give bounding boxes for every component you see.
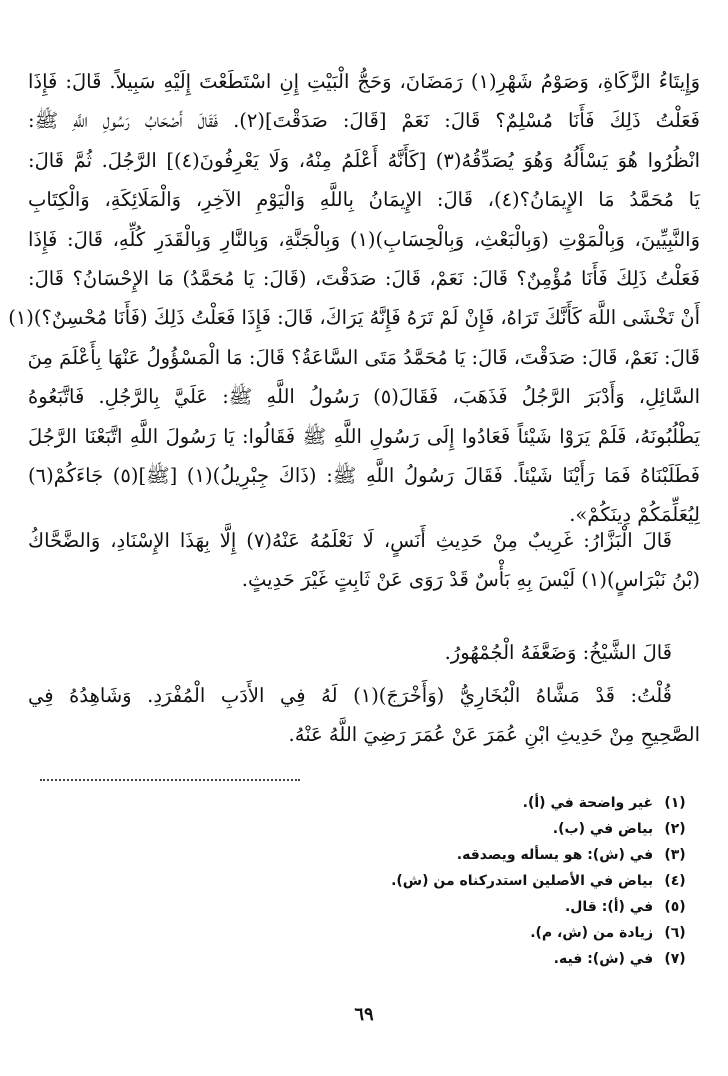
paragraph-qultu (28, 676, 700, 755)
text-line: فَطَلَبْنَاهُ فَمَا رَأَيْنَا شَيْئاً. فَقَالَ رَسُولُ اللَّهِ ﷺ: (ذَاكَ جِبْرِيلُ)(١) [ﷺ](٥) جَاءَكُمْ(٦) (28, 463, 700, 487)
footnote (52, 790, 692, 816)
text-line: يَا مُحَمَّدُ مَا الإِيمَانُ؟(٤)، قَالَ: الإِيمَانُ بِاللَّهِ وَالْيَوْمِ الآخِرِ، وَالْمَلَائِكَةِ، وَالْكِتَابِ (28, 188, 700, 212)
text-line: فَعَلْتُ ذَلِكَ فَأَنَا مُسْلِمٌ؟ قَالَ: نَعَمْ [قَالَ: صَدَقْتَ](٢). فَقَالَ أَصْحَابُ رَسُولِ اللَّهِ ﷺ: (28, 109, 700, 133)
footnote (52, 946, 692, 972)
footnote-number: (١) (664, 795, 686, 811)
paragraph-bazzar (28, 521, 700, 600)
footnote-number: (٢) (664, 821, 686, 837)
footnote-number: (٦) (664, 925, 686, 941)
text-line: قُلْتُ: قَدْ مَشَّاهُ الْبُخَارِيُّ (وَأَخْرَجَ)(١) لَهُ فِي الأَدَبِ الْمُفْرَدِ. وَشَاهِدُهُ فِي (28, 684, 673, 707)
footnote (52, 816, 692, 842)
footnote-number: (٥) (664, 899, 686, 915)
page-number: ٦٩ (354, 1004, 374, 1025)
hadith-text (8, 62, 700, 535)
text-line: وَإِيتَاءُ الزَّكَاةِ، وَصَوْمُ شَهْرِ(١) رَمَضَانَ، وَحَجُّ الْبَيْتِ إِنِ اسْتَطَعْتَ إِلَيْهِ سَبِيلاً. قَالَ: فَإِذَا (28, 70, 700, 93)
footnote-text: في (أ): قال. (564, 899, 654, 915)
text-line: وَالنَّبِيِّينَ، وَبِالْمَوْتِ (وَبِالْبَعْثِ، وَبِالْحِسَابِ)(١) وَبِالْجَنَّةِ، وَبِالنَّارِ وَبِالْقَدَرِ كُلِّهِ، قَالَ: فَإِذَا (28, 227, 700, 251)
footnote (52, 894, 692, 920)
text-line: يَطْلُبُونَهُ، فَلَمْ يَرَوْا شَيْئاً فَعَادُوا إِلَى رَسُولِ اللَّهِ ﷺ فَقَالُوا: يَا رَسُولَ اللَّهِ اتَّبَعْنَا الرَّجُلَ (28, 424, 700, 448)
text-line: قَالَ: نَعَمْ، قَالَ: صَدَقْتَ، قَالَ: يَا مُحَمَّدُ مَتَى السَّاعَةُ؟ قَالَ: مَا الْمَسْؤُولُ عَنْهَا بِأَعْلَمَ مِنَ (27, 345, 700, 369)
footnote-text: زيادة من (ش، م). (530, 925, 654, 941)
text-line: السَّائِلِ، وَأَدْبَرَ الرَّجُلُ فَذَهَبَ، فَقَالَ(٥) رَسُولُ اللَّهِ ﷺ: عَلَيَّ بِالرَّجُلِ. فَاتَّبَعُوهُ (28, 385, 700, 409)
footnote-text: بياض في الأصلين استدركناه من (ش). (391, 873, 654, 889)
text-line: انْظُرُوا هُوَ يَسْأَلُهُ وَهُوَ يُصَدِّقُهُ(٣) [كَأَنَّهُ أَعْلَمُ مِنْهُ، وَلَا يَعْرِفُونَ(٤)] الرَّجُلَ. ثُمَّ قَالَ: (28, 148, 700, 172)
footnote-separator (40, 779, 300, 781)
footnote-text: في (ش): فيه. (553, 951, 654, 967)
footnote-text: غير واضحة في (أ). (522, 795, 654, 811)
text-line: لِيُعَلِّمَكُمْ دِينَكُمْ». (569, 503, 700, 527)
text-line: قَالَ الشَّيْخُ: وَضَعَّفَهُ الْجُمْهُورُ. (444, 641, 672, 664)
footnote-number: (٤) (664, 873, 686, 889)
footnote-number: (٧) (664, 951, 686, 967)
footnote (52, 920, 692, 946)
footnote-text: في (ش): هو يسأله ويصدقه. (456, 847, 654, 863)
text-line: أَنْ تَخْشَى اللَّهَ كَأَنَّكَ تَرَاهُ، فَإِنْ لَمْ تَرَهُ فَإِنَّهُ يَرَاكَ، قَالَ: فَإِذَا فَعَلْتُ ذَلِكَ (فَأَنَا مُحْسِنٌ؟)(١) (8, 306, 700, 330)
text-line: قَالَ الْبَزَّارُ: غَرِيبٌ مِنْ حَدِيثِ أَنَسٍ، لَا نَعْلَمُهُ عَنْهُ(٧) إِلَّا بِهَذَا الإِسْنَادِ، وَالضَّحَّاكُ (28, 529, 672, 552)
footnote-text: بياض في (ب). (552, 821, 654, 837)
text-line: فَعَلْتُ ذَلِكَ فَأَنَا مُؤْمِنٌ؟ قَالَ: نَعَمْ، قَالَ: صَدَقْتَ، (قَالَ: يَا مُحَمَّدُ) مَا الإِحْسَانُ؟ قَالَ: (28, 266, 700, 290)
footnote (52, 842, 692, 868)
footnotes (52, 790, 692, 972)
footnote-number: (٣) (664, 847, 686, 863)
text-line: (بْنُ نَبْرَاسٍ)(١) لَيْسَ بِهِ بَأْسٌ قَدْ رَوَى عَنْ ثَابِتٍ غَيْرَ حَدِيثٍ. (241, 568, 700, 592)
paragraph-shaykh (28, 633, 700, 672)
text-line: الصَّحِيحِ مِنْ حَدِيثِ ابْنِ عُمَرَ عَنْ عُمَرَ رَضِيَ اللَّهُ عَنْهُ. (288, 723, 700, 747)
footnote (52, 868, 692, 894)
